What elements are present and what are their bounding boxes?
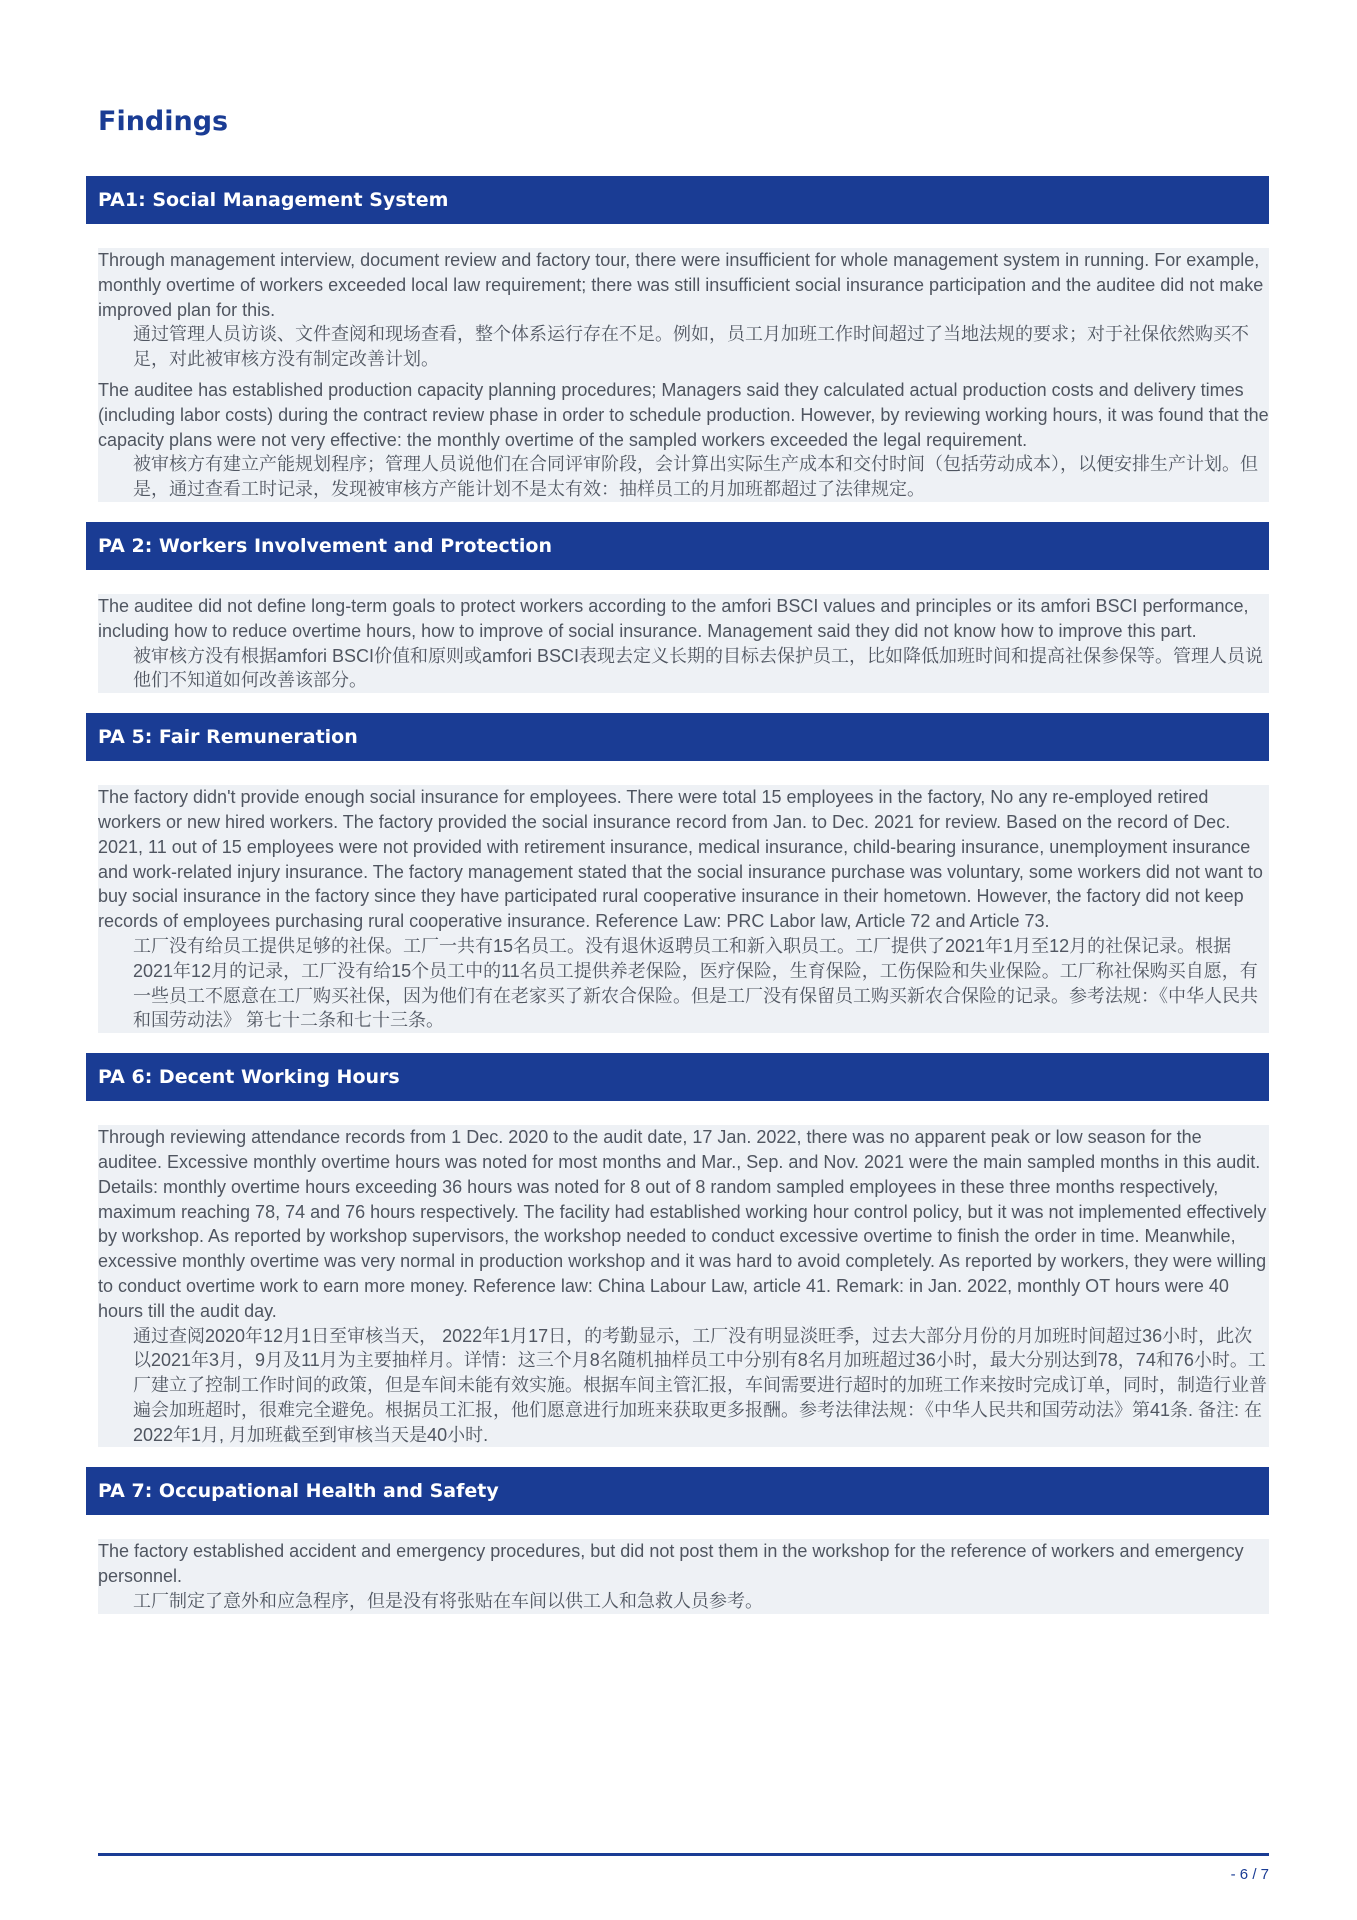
finding-text-en: The auditee has established production capacity planning procedures; Managers said they calculated actual production costs and delivery times (including labor costs) during the contract review phase in order to schedule production. However, by reviewing working hours, it was found that the capacity plans were not very effective: the monthly overtime of the sampled workers exceeded the legal requirement. [98,379,1269,450]
section-body [98,785,1269,1033]
section-pa5 [86,713,1269,1033]
section-pa2 [86,522,1269,693]
section-heading: PA 2: Workers Involvement and Protection [86,522,1269,570]
section-body [98,248,1269,502]
finding-text-zh: 通过管理人员访谈、文件查阅和现场查看，整个体系运行存在不足。例如，员工月加班工作时间超过了当地法规的要求；对于社保依然购买不足，对此被审核方没有制定改善计划。 [133,324,1249,370]
section-body [98,594,1269,693]
section-heading: PA 7: Occupational Health and Safety [86,1467,1269,1515]
section-heading: PA 6: Decent Working Hours [86,1053,1269,1101]
finding-text-zh: 通过查阅2020年12月1日至审核当天， 2022年1月17日，的考勤显示，工厂没有明显淡旺季，过去大部分月份的月加班时间超过36小时，此次以2021年3月，9月及11月为主要抽样月。详情：这三个月8名随机抽样员工中分别有8名月加班超过36小时，最大分别达到78，74和76小时。工厂建立了控制工作时间的政策，但是车间未能有效实施。根据车间主管汇报，车间需要进行超时的加班工作来按时完成订单，同时，制造行业普遍会加班超时，很难完全避免。根据员工汇报，他们愿意进行加班来获取更多报酬。参考法律法规：《中华人民共和国劳动法》第41条. 备注: 在2022年1月, 月加班截至到审核当天是40小时. [133,1325,1267,1445]
section-heading: PA 5: Fair Remuneration [86,713,1269,761]
finding-paragraph [98,785,1269,1033]
finding-text-zh: 被审核方有建立产能规划程序；管理人员说他们在合同评审阶段，会计算出实际生产成本和交付时间（包括劳动成本），以便安排生产计划。但是，通过查看工时记录，发现被审核方产能计划不是太有效：抽样员工的月加班都超过了法律规定。 [133,454,1258,500]
footer-divider [98,1853,1269,1856]
finding-text-en: Through management interview, document review and factory tour, there were insufficient for whole management system in running. For example, monthly overtime of workers exceeded local law requirement; there was still insufficient social insurance participation and the auditee did not make improved plan for this. [98,250,1264,320]
finding-text-en: The auditee did not define long-term goals to protect workers according to the amfori BSCI values and principles or its amfori BSCI performance, including how to reduce overtime hours, how to improve of social insurance. Management said they did not know how to improve this part. [98,595,1249,641]
section-heading: PA1: Social Management System [86,176,1269,224]
page-number: - 6 / 7 [1230,1866,1269,1883]
finding-text-zh: 工厂制定了意外和应急程序，但是没有将张贴在车间以供工人和急救人员参考。 [133,1591,763,1612]
section-body [98,1539,1269,1613]
finding-text-en: Through reviewing attendance records from 1 Dec. 2020 to the audit date, 17 Jan. 2022, there was no apparent peak or low season for the auditee. Excessive monthly overtime hours was noted for most months and Mar., Sep. and Nov. 2021 were the main sampled months in this audit. Details: monthly overtime hours exceeding 36 hours was noted for 8 out of 8 random sampled employees in these three months respectively, maximum reaching 78, 74 and 76 hours respectively. The facility had established working hour control policy, but it was not implemented effectively by workshop. As reported by workshop supervisors, the workshop needed to conduct excessive overtime to finish the order in time. Meanwhile, excessive monthly overtime was very normal in production workshop and it was hard to avoid completely. As reported by workers, they were willing to conduct overtime work to earn more money. Reference law: China Labour Law, article 41. Remark: in Jan. 2022, monthly OT hours were 40 hours till the audit day. [98,1127,1267,1321]
finding-paragraph [98,1125,1269,1447]
findings-sections [86,176,1269,1634]
section-pa1 [86,176,1269,502]
finding-text-zh: 工厂没有给员工提供足够的社保。工厂一共有15名员工。没有退休返聘员工和新入职员工。工厂提供了2021年1月至12月的社保记录。根据2021年12月的记录，工厂没有给15个员工中的11名员工提供养老保险，医疗保险，生育保险，工伤保险和失业保险。工厂称社保购买自愿，有一些员工不愿意在工厂购买社保，因为他们有在老家买了新农合保险。但是工厂没有保留员工购买新农合保险的记录。参考法规：《中华人民共和国劳动法》 第七十二条和七十三条。 [133,935,1258,1031]
finding-paragraph [98,1539,1269,1613]
finding-paragraph [98,594,1269,693]
finding-text-en: The factory didn't provide enough social insurance for employees. There were total 15 employees in the factory, No any re-employed retired workers or new hired workers. The factory provided the social insurance record from Jan. to Dec. 2021 for review. Based on the record of Dec. 2021, 11 out of 15 employees were not provided with retirement insurance, medical insurance, child-bearing insurance, unemployment insurance and work-related injury insurance. The factory management stated that the social insurance purchase was voluntary, some workers did not want to buy social insurance in the factory since they have participated rural cooperative insurance in their hometown. However, the factory did not keep records of employees purchasing rural cooperative insurance. Reference Law: PRC Labor law, Article 72 and Article 73. [98,787,1263,932]
section-pa7 [86,1467,1269,1613]
finding-paragraph [98,248,1269,372]
finding-paragraph [98,378,1269,502]
page-title: Findings [98,106,229,137]
finding-text-zh: 被审核方没有根据amfori BSCI价值和原则或amfori BSCI表现去定义长期的目标去保护员工，比如降低加班时间和提高社保参保等。管理人员说他们不知道如何改善该部分。 [133,645,1264,691]
section-body [98,1125,1269,1447]
section-pa6 [86,1053,1269,1447]
finding-text-en: The factory established accident and emergency procedures, but did not post them in the workshop for the reference of workers and emergency personnel. [98,1541,1244,1587]
